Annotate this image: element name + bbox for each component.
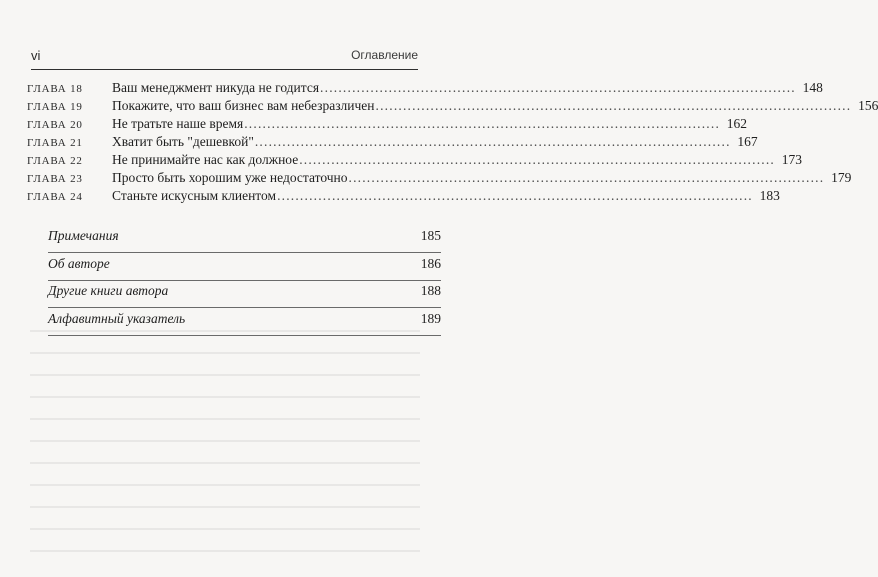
- chapter-label: ГЛАВА 19: [27, 101, 83, 113]
- chapter-page: 148: [802, 80, 823, 95]
- dot-leader: ........................................................................................................: [348, 170, 825, 185]
- backmatter-title: Об авторе: [48, 255, 110, 271]
- chapter-page: 167: [737, 134, 758, 149]
- dot-leader: ........................................................................................................: [244, 116, 721, 131]
- chapter-list: [27, 80, 878, 206]
- page-number: vi: [31, 48, 41, 63]
- backmatter-page: 188: [420, 283, 441, 298]
- chapter-title: Не принимайте нас как должное: [112, 152, 299, 167]
- toc-entry[interactable]: [27, 134, 758, 152]
- backmatter-entry[interactable]: [48, 256, 441, 281]
- backmatter-entry[interactable]: [48, 311, 441, 336]
- dot-leader: ........................................................................................................: [320, 80, 796, 95]
- toc-entry[interactable]: [27, 170, 852, 188]
- chapter-label: ГЛАВА 21: [27, 137, 83, 149]
- chapter-label: ГЛАВА 24: [27, 191, 83, 203]
- chapter-page: 183: [759, 188, 780, 203]
- dot-leader: ........................................................................................................: [254, 134, 731, 149]
- dot-leader: ........................................................................................................: [277, 188, 753, 203]
- backmatter-entry[interactable]: [48, 283, 441, 308]
- backmatter-page: 186: [420, 255, 441, 271]
- backmatter-title: Алфавитный указатель: [48, 310, 186, 326]
- chapter-page: 156: [858, 98, 878, 113]
- chapter-title: Не тратьте наше время: [112, 116, 244, 131]
- chapter-page: 179: [831, 170, 852, 185]
- chapter-title: Покажите, что ваш бизнес вам небезразличен: [112, 98, 375, 113]
- toc-entry[interactable]: [27, 188, 780, 206]
- dot-leader: ........................................................................................................: [299, 152, 776, 167]
- backmatter-page: 185: [420, 228, 441, 243]
- running-title: Оглавление: [351, 48, 418, 62]
- chapter-label: ГЛАВА 18: [27, 83, 83, 95]
- chapter-label: ГЛАВА 23: [27, 173, 83, 185]
- backmatter-title: Примечания: [48, 228, 119, 243]
- chapter-title: Просто быть хорошим уже недостаточно: [112, 170, 348, 185]
- toc-entry[interactable]: [27, 98, 878, 116]
- chapter-title: Станьте искусным клиентом: [112, 188, 277, 203]
- backmatter-list: [48, 228, 441, 338]
- toc-entry[interactable]: [27, 152, 803, 170]
- chapter-title: Хватит быть "дешевкой": [112, 134, 254, 149]
- chapter-page: 162: [726, 116, 748, 131]
- backmatter-page: 189: [420, 310, 441, 326]
- dot-leader: ........................................................................................................: [375, 98, 852, 113]
- backmatter-entry[interactable]: [48, 228, 441, 253]
- chapter-label: ГЛАВА 22: [27, 155, 83, 167]
- chapter-title: Ваш менеджмент никуда не годится: [112, 80, 320, 95]
- chapter-label: ГЛАВА 20: [27, 119, 83, 131]
- chapter-page: 173: [781, 152, 803, 167]
- toc-entry[interactable]: [27, 116, 748, 134]
- bleed-through-texture: [30, 330, 420, 557]
- header-rule: [31, 69, 418, 70]
- running-header: [31, 46, 418, 66]
- toc-entry[interactable]: [27, 80, 823, 98]
- backmatter-title: Другие книги автора: [48, 283, 169, 298]
